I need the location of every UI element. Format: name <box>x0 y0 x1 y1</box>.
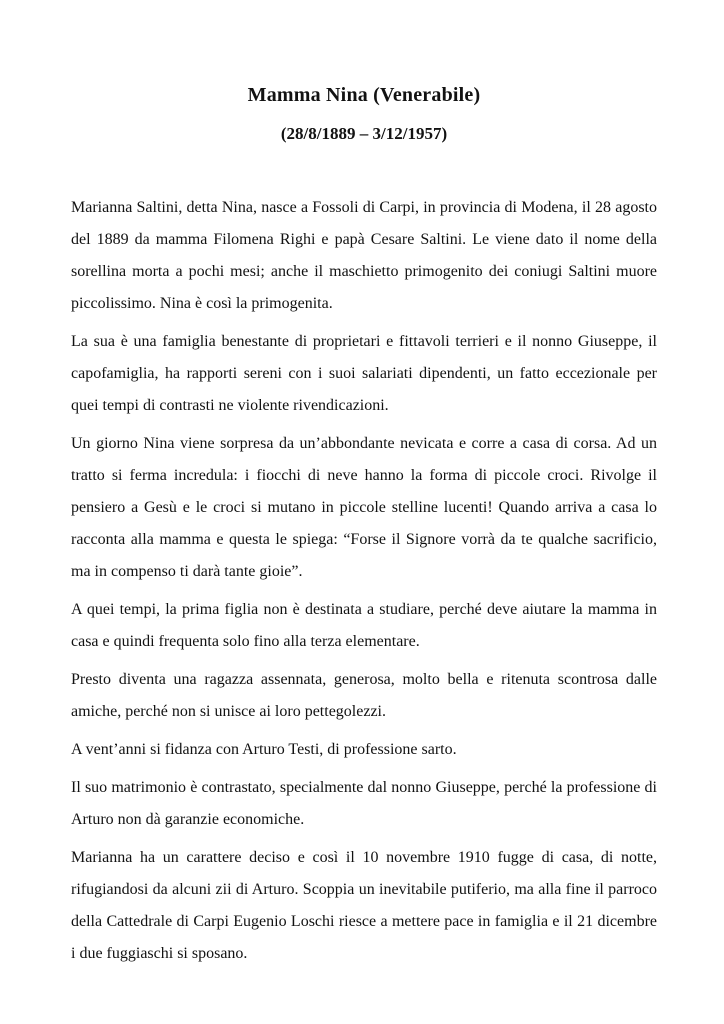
document-body <box>71 192 657 970</box>
paragraph-character: Presto diventa una ragazza assennata, generosa, molto bella e ritenuta scontrosa dalle amiche, perché non si unisce ai loro pettegolezzi. <box>71 671 657 720</box>
paragraph-snowfall: Un giorno Nina viene sorpresa da un’abbondante nevicata e corre a casa di corsa. Ad un tratto si ferma incredula: i fiocchi di neve hanno la forma di piccole croci. Rivolge il pensiero a Gesù e le croci si mutano in piccole stelline lucenti! Quando arriva a casa lo racconta alla mamma e questa le spiega: “Forse il Signore vorrà da te qualche sacrificio, ma in compenso ti darà tante gioie”. <box>71 435 657 580</box>
document-title: Mamma Nina (Venerabile) <box>247 84 481 106</box>
paragraph-marriage-opposition: Il suo matrimonio è contrastato, specialmente dal nonno Giuseppe, perché la professione di Arturo non dà garanzie economiche. <box>71 779 657 828</box>
paragraph-birth: Marianna Saltini, detta Nina, nasce a Fossoli di Carpi, in provincia di Modena, il 28 agosto del 1889 da mamma Filomena Righi e papà Cesare Saltini. Le viene dato il nome della sorellina morta a pochi mesi; anche il maschietto primogenito dei coniugi Saltini muore piccolissimo. Nina è così la primogenita. <box>71 199 657 312</box>
document-subtitle: (28/8/1889 – 3/12/1957) <box>280 124 448 143</box>
paragraph-elopement: Marianna ha un carattere deciso e così il 10 novembre 1910 fugge di casa, di notte, rifugiandosi da alcuni zii di Arturo. Scoppia un inevitabile putiferio, ma alla fine il parroco della Cattedrale di Carpi Eugenio Loschi riesce a mettere pace in famiglia e il 21 dicembre i due fuggiaschi si sposano. <box>71 849 657 962</box>
paragraph-engagement: A vent’anni si fidanza con Arturo Testi, di professione sarto. <box>71 741 457 758</box>
paragraph-family: La sua è una famiglia benestante di proprietari e fittavoli terrieri e il nonno Giuseppe, il capofamiglia, ha rapporti sereni con i suoi salariati dipendenti, un fatto eccezionale per quei tempi di contrasti ne violente rivendicazioni. <box>71 333 657 414</box>
paragraph-school: A quei tempi, la prima figlia non è destinata a studiare, perché deve aiutare la mamma in casa e quindi frequenta solo fino alla terza elementare. <box>71 601 657 650</box>
